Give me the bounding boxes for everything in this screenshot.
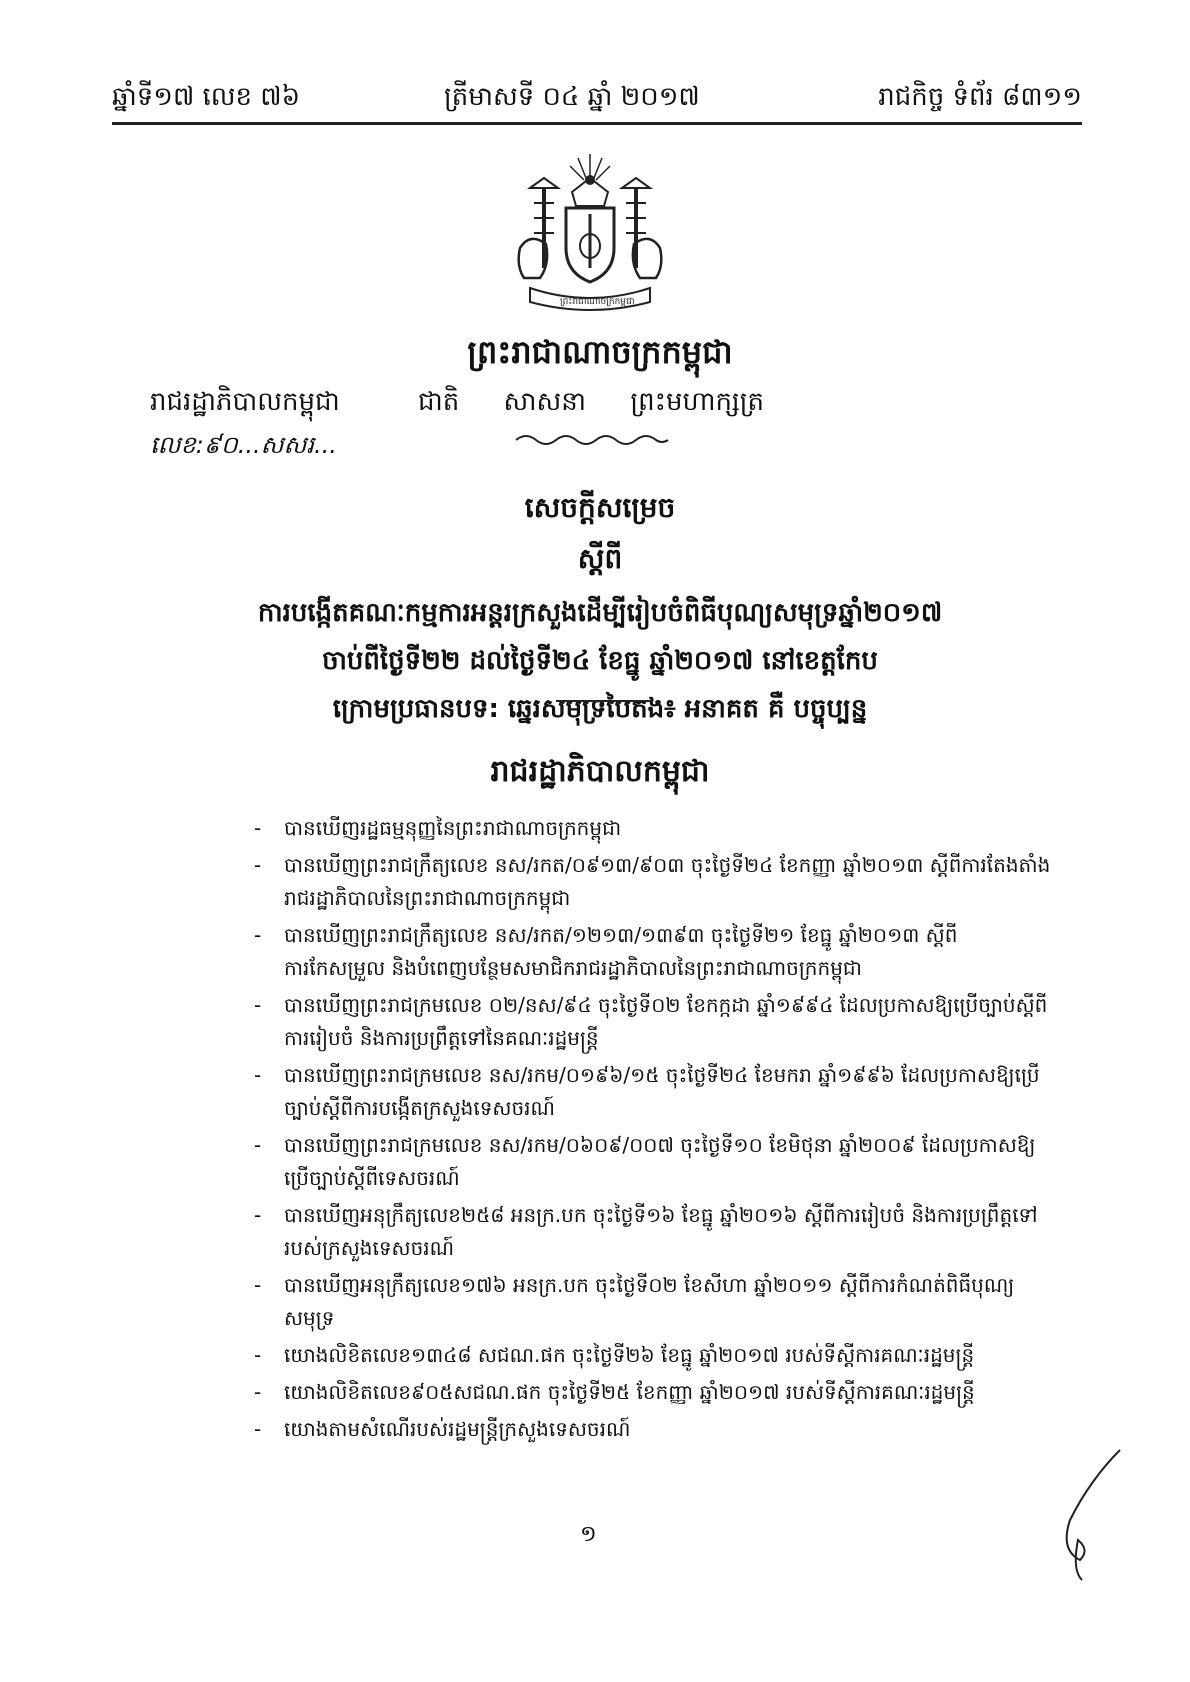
decision-number: លេខ:៩០...សសរ... (150, 431, 337, 459)
section-divider (556, 700, 652, 702)
ornament-divider-icon (512, 428, 672, 450)
svg-text:ព្រះរាជាណាចក្រកម្ពុជា: ព្រះរាជាណាចក្រកម្ពុជា (560, 297, 635, 307)
list-item: - បានឃើញព្រះរាជក្រឹត្យលេខ នស/រកត/០៩១៣/៩០៣ ចុះថ្ងៃទី២៤ ខែកញ្ញា ឆ្នាំ២០១៣ ស្តីពីការតែងតាំងរាជរដ្ឋាភិបាលនៃព្រះរាជាណាចក្រកម្ពុជា (262, 849, 1052, 915)
list-item: - យោងលិខិតលេខ១៣៤៨ សជណ.ផក ចុះថ្ងៃទី២៦ ខែធ្នូ ឆ្នាំ២០១៧ របស់ទីស្តីការគណៈរដ្ឋមន្ត្រី (262, 1339, 1052, 1372)
header-rule (112, 122, 1082, 125)
gazette-issue: ឆ្នាំទី១៧ លេខ ៧៦ (112, 82, 301, 112)
section-heading: រាជរដ្ឋាភិបាលកម្ពុជា (490, 754, 710, 789)
motto-king: ព្រះមហាក្សត្រ (630, 387, 765, 417)
list-item: - បានឃើញព្រះរាជក្រមលេខ ០២/នស/៩៤ ចុះថ្ងៃទី០២ ខែកក្កដា ឆ្នាំ១៩៩៤ ដែលប្រកាសឱ្យប្រើច្បាប់ស្តីពីការរៀបចំ និងការប្រព្រឹត្តទៅនៃគណៈរដ្ឋមន្ត្រី (262, 989, 1052, 1055)
decision-title (170, 490, 1030, 730)
government-name: រាជរដ្ឋាភិបាលកម្ពុជា (150, 387, 340, 417)
title-about: ស្តីពី (577, 542, 623, 575)
list-item: - បានឃើញអនុក្រឹត្យលេខ១៧៦ អនក្រ.បក ចុះថ្ងៃទី០២ ខែសីហា ឆ្នាំ២០១១ ស្តីពីការកំណត់ពិធីបុណ្យសមុទ្រ (262, 1269, 1052, 1335)
royal-coat-of-arms-icon (510, 148, 670, 318)
title-subject: ការបង្កើតគណៈកម្មការអន្តរក្រសួងដើម្បីរៀបចំពិធីបុណ្យសមុទ្រឆ្នាំ២០១៧ (257, 598, 943, 628)
national-motto (418, 385, 798, 423)
title-dates: ចាប់ពីថ្ងៃទី២២ ដល់ថ្ងៃទី២៤ ខែធ្នូ ឆ្នាំ២០១៧ នៅខេត្តកែប (322, 646, 878, 676)
list-item: - យោងតាមសំណើរបស់រដ្ឋមន្ត្រីក្រសួងទេសចរណ៍ (262, 1413, 1052, 1446)
title-decision: សេចក្តីសម្រេច (524, 491, 676, 524)
considerations-list (262, 812, 1052, 1450)
motto-nation: ជាតិ (418, 387, 460, 417)
list-item: - បានឃើញព្រះរាជក្រឹត្យលេខ នស/រកត/១២១៣/១៣៩៣ ចុះថ្ងៃទី២១ ខែធ្នូ ឆ្នាំ២០១៣ ស្តីពីការកែសម្រួល និងបំពេញបន្ថែមសមាជិករាជរដ្ឋាភិបាលនៃព្រះរាជាណាចក្រកម្ពុជា (262, 919, 1052, 985)
title-theme: ក្រោមប្រធានបទ: ឆ្នេរសមុទ្របៃតង៖ អនាគត គឺ បច្ចុប្បន្ន (332, 694, 868, 724)
list-item: - បានឃើញអនុក្រឹត្យលេខ២៥៨ អនក្រ.បក ចុះថ្ងៃទី១៦ ខែធ្នូ ឆ្នាំ២០១៦ ស្តីពីការរៀបចំ និងការប្រព្រឹត្តទៅរបស់ក្រសួងទេសចរណ៍ (262, 1199, 1052, 1265)
list-item: - បានឃើញព្រះរាជក្រមលេខ នស/រកម/០៦០៩/០០៧ ចុះថ្ងៃទី១០ ខែមិថុនា ឆ្នាំ២០០៩ ដែលប្រកាសឱ្យប្រើច្បាប់ស្តីពីទេសចរណ៍ (262, 1129, 1052, 1195)
list-item: - បានឃើញព្រះរាជក្រមលេខ នស/រកម/០១៩៦/១៥ ចុះថ្ងៃទី២៤ ខែមករា ឆ្នាំ១៩៩៦ ដែលប្រកាសឱ្យប្រើច្បាប់ស្តីពីការបង្កើតក្រសួងទេសចរណ៍ (262, 1059, 1052, 1125)
motto-religion: សាសនា (503, 387, 587, 417)
kingdom-title: ព្រះរាជាណាចក្រកម្ពុជា (467, 333, 733, 371)
list-item: - បានឃើញរដ្ឋធម្មនុញ្ញនៃព្រះរាជាណាចក្រកម្ពុជា (262, 812, 1052, 845)
signature-icon (1020, 1440, 1130, 1590)
gazette-quarter: ត្រីមាសទី ០៤ ឆ្នាំ ២០១៧ (444, 82, 700, 112)
list-item: - យោងលិខិតលេខ៩០៥សជណ.ផក ចុះថ្ងៃទី២៥ ខែកញ្ញា ឆ្នាំ២០១៧ របស់ទីស្តីការគណៈរដ្ឋមន្ត្រី (262, 1376, 1052, 1409)
gazette-header (112, 72, 1082, 112)
page-number: ១ (580, 1522, 597, 1547)
gazette-page-ref: រាជកិច្ច ទំព័រ ៨៣១១ (878, 82, 1082, 112)
